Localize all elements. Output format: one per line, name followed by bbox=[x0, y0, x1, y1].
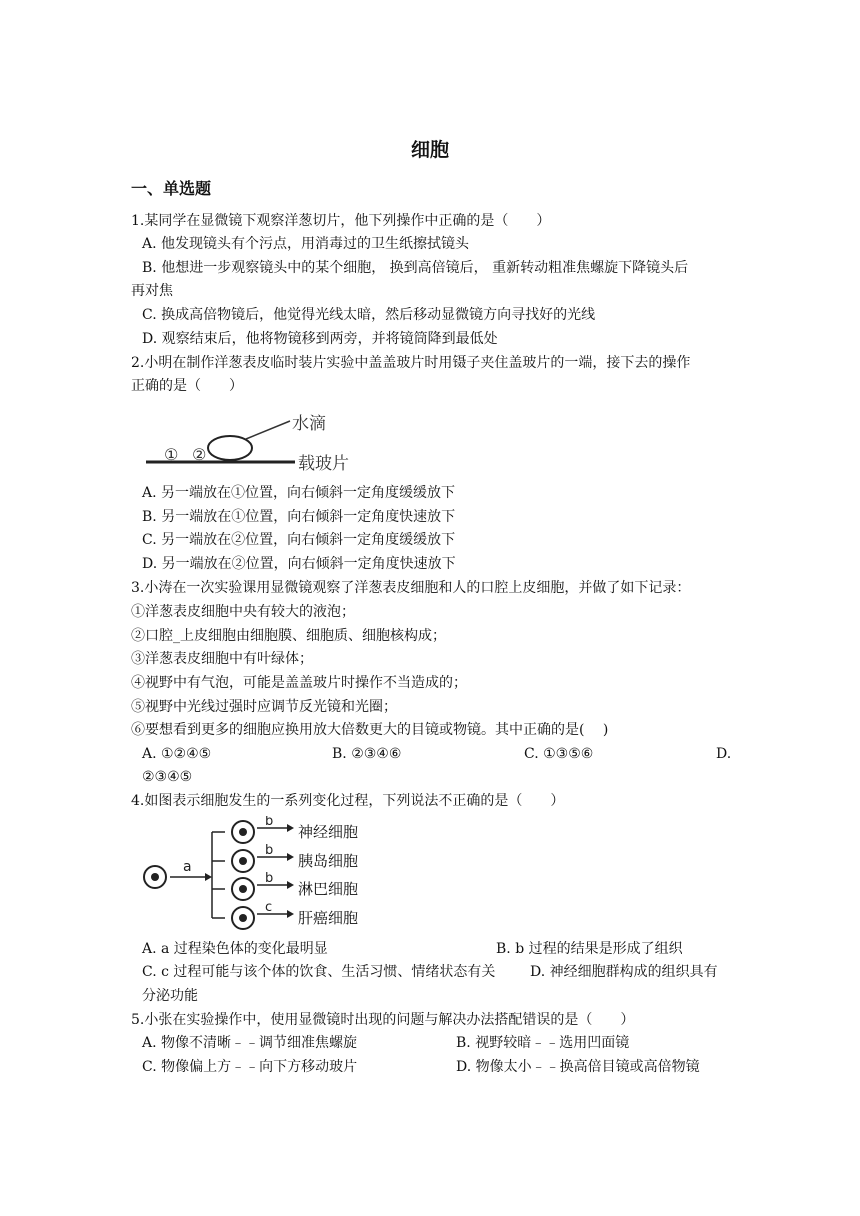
q2-stem-cont: 正确的是（ ） bbox=[131, 378, 243, 394]
q4-option-c: C. c 过程可能与该个体的饮食、生活习惯、情绪状态有关 bbox=[142, 964, 496, 980]
q1-option-b: B. 他想进一步观察镜头中的某个细胞， 换到高倍镜后， 重新转动粗准焦螺旋下降镜头后 bbox=[142, 260, 689, 276]
daughter-cell-3 bbox=[232, 878, 254, 900]
branch-1-arrow-label: b bbox=[265, 816, 274, 829]
q1-option-d: D. 观察结束后，他将物镜移到两旁，并将镜筒降到最低处 bbox=[142, 331, 498, 347]
q5-option-b: B. 视野较暗﹣﹣选用凹面镜 bbox=[456, 1035, 630, 1051]
q3-record-5: ⑤视野中光线过强时应调节反光镜和光圈； bbox=[131, 699, 397, 715]
q5-option-c: C. 物像偏上方﹣﹣向下方移动玻片 bbox=[142, 1059, 358, 1075]
q4-stem: 4.如图表示细胞发生的一系列变化过程，下列说法不正确的是（ ） bbox=[131, 793, 565, 809]
q3-record-4: ④视野中有气泡，可能是盖盖玻片时操作不当造成的； bbox=[131, 675, 467, 691]
arrow-a-label: a bbox=[183, 859, 192, 875]
parent-cell bbox=[144, 866, 166, 888]
branch-3-cell-label: 淋巴细胞 bbox=[298, 880, 359, 898]
q1-option-b-cont: 再对焦 bbox=[131, 283, 173, 299]
q5-option-d: D. 物像太小﹣﹣换高倍目镜或高倍物镜 bbox=[456, 1059, 700, 1075]
q1-stem: 1.某同学在显微镜下观察洋葱切片，他下列操作中正确的是（ ） bbox=[131, 213, 551, 229]
water-drop-label: 水滴 bbox=[292, 414, 326, 434]
q2-option-c: C. 另一端放在②位置，向右倾斜一定角度缓缓放下 bbox=[142, 532, 456, 548]
q3-option-d-value: ②③④⑤ bbox=[142, 769, 193, 785]
q2-option-b: B. 另一端放在①位置，向右倾斜一定角度快速放下 bbox=[142, 509, 456, 525]
q3-record-3: ③洋葱表皮细胞中有叶绿体； bbox=[131, 651, 313, 667]
q3-record-6: ⑥要想看到更多的细胞应换用放大倍数更大的目镜或物镜。其中正确的是( ) bbox=[131, 722, 609, 738]
branch-4-cell-label: 肝癌细胞 bbox=[298, 909, 359, 927]
position-2-label: ② bbox=[192, 445, 207, 464]
q1-option-c: C. 换成高倍物镜后，他觉得光线太暗，然后移动显微镜方向寻找好的光线 bbox=[142, 307, 596, 323]
coverslip-diagram bbox=[140, 405, 370, 477]
q2-option-d: D. 另一端放在②位置，向右倾斜一定角度快速放下 bbox=[142, 556, 456, 572]
daughter-cell-4 bbox=[232, 907, 254, 929]
q4-option-d-cont: 分泌功能 bbox=[142, 988, 198, 1004]
q3-option-c: C. ①③⑤⑥ bbox=[524, 746, 594, 762]
section-heading: 一、单选题 bbox=[131, 179, 212, 198]
q3-option-d-label: D. bbox=[716, 746, 732, 762]
water-drop bbox=[208, 436, 252, 460]
q3-option-a: A. ①②④⑤ bbox=[142, 746, 212, 762]
q4-option-d: D. 神经细胞群构成的组织具有 bbox=[530, 964, 718, 980]
branch-1-cell-label: 神经细胞 bbox=[298, 823, 359, 841]
page-title: 细胞 bbox=[410, 139, 449, 161]
q1-option-a: A. 他发现镜头有个污点，用消毒过的卫生纸擦拭镜头 bbox=[142, 236, 470, 252]
q2-stem: 2.小明在制作洋葱表皮临时装片实验中盖盖玻片时用镊子夹住盖玻片的一端，接下去的操作 bbox=[131, 355, 691, 371]
q5-stem: 5.小张在实验操作中，使用显微镜时出现的问题与解决办法搭配错误的是（ ） bbox=[131, 1012, 635, 1028]
q3-record-2: ②口腔_上皮细胞由细胞膜、细胞质、细胞核构成； bbox=[131, 628, 446, 644]
q4-option-a: A. a 过程染色体的变化最明显 bbox=[142, 941, 328, 957]
cell-change-diagram bbox=[135, 816, 375, 938]
branch-2-cell-label: 胰岛细胞 bbox=[298, 852, 359, 870]
q3-record-1: ①洋葱表皮细胞中央有较大的液泡； bbox=[131, 604, 355, 620]
slide-label: 载玻片 bbox=[298, 454, 349, 474]
daughter-cell-2 bbox=[232, 850, 254, 872]
q4-option-b: B. b 过程的结果是形成了组织 bbox=[496, 941, 683, 957]
branch-3-arrow-label: b bbox=[265, 871, 274, 886]
q2-option-a: A. 另一端放在①位置，向右倾斜一定角度缓缓放下 bbox=[142, 485, 456, 501]
water-drop-pointer bbox=[246, 421, 290, 439]
daughter-cell-1 bbox=[232, 821, 254, 843]
branch-2-arrow-label: b bbox=[265, 843, 274, 858]
position-1-label: ① bbox=[164, 445, 179, 464]
q5-option-a: A. 物像不清晰﹣﹣调节细准焦螺旋 bbox=[142, 1035, 358, 1051]
q3-stem: 3.小涛在一次实验课用显微镜观察了洋葱表皮细胞和人的口腔上皮细胞，并做了如下记录： bbox=[131, 580, 691, 596]
branch-4-arrow-label: c bbox=[265, 900, 273, 915]
q3-option-b: B. ②③④⑥ bbox=[332, 746, 402, 762]
